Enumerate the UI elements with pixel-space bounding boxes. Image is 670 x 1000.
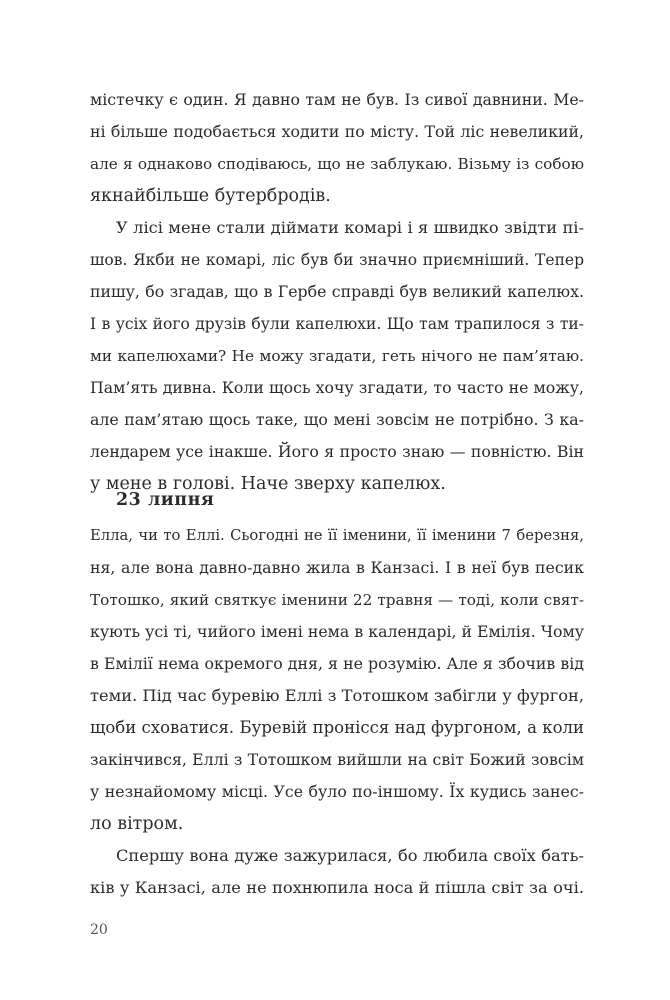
text-line: ків у Канзасі, але не похнюпила носа й пішла світ за очі. <box>90 878 584 897</box>
text-line: ми капелюхами? Не можу згадати, геть нічого не пам’ятаю. <box>90 347 584 365</box>
text-line: ло вітром. <box>90 814 184 834</box>
text-line: якнайбільше бутербродів. <box>90 186 331 206</box>
text-line: У лісі мене стали діймати комарі і я швидко звідти пі- <box>116 218 584 237</box>
text-block-top <box>90 84 584 500</box>
text-line: теми. Під час буревію Еллі з Тотошком забігли у фургон, <box>90 686 584 705</box>
text-line: Тотошко, який святкує іменини 22 травня — тоді, коли свят- <box>90 591 584 609</box>
section-heading: 23 липня <box>116 490 215 510</box>
text-line: у мене в голові. Наче зверху капелюх. <box>90 474 446 494</box>
text-line: Елла, чи то Еллі. Сьогодні не її іменини, її іменини 7 березня, <box>90 527 584 544</box>
text-line: І в усіх його друзів були капелюхи. Що там трапилося з ти- <box>90 315 584 333</box>
text-line: але я однаково сподіваюсь, що не заблукаю. Візьму із собою <box>90 155 584 173</box>
text-line: у незнайомому місці. Усе було по-іншому. Їх кудись занес- <box>90 782 584 801</box>
text-line: щоби сховатися. Буревій пронісся над фургоном, а коли <box>90 718 584 737</box>
text-line: містечку є один. Я давно там не був. Із сивої давнини. Ме- <box>90 90 584 109</box>
text-line: ня, але вона давно-давно жила в Канзасі. І в неї був песик <box>90 558 584 577</box>
text-line: але пам’ятаю щось таке, що мені зовсім не потрібно. З ка- <box>90 410 584 429</box>
text-line: кують усі ті, чийого імені нема в календарі, й Емілія. Чому <box>90 622 584 641</box>
text-line: Пам’ять дивна. Коли щось хочу згадати, то часто не можу, <box>90 378 584 397</box>
text-line: пишу, бо згадав, що в Гербе справді був великий капелюх. <box>90 282 584 301</box>
text-line: ні більше подобається ходити по місту. Той ліс невеликий, <box>90 122 584 141</box>
text-line: Спершу вона дуже зажурилася, бо любила своїх бать- <box>116 846 584 865</box>
text-line: в Емілії нема окремого дня, я не розумію. Але я збочив від <box>90 654 584 673</box>
text-line: закінчився, Еллі з Тотошком вийшли на світ Божий зовсім <box>90 750 584 769</box>
text-line: лендарем усе інакше. Його я просто знаю — повністю. Він <box>90 442 584 461</box>
text-block-bottom <box>90 520 584 904</box>
text-line: шов. Якби не комарі, ліс був би значно приємніший. Тепер <box>90 251 584 269</box>
page-number: 20 <box>90 922 108 938</box>
